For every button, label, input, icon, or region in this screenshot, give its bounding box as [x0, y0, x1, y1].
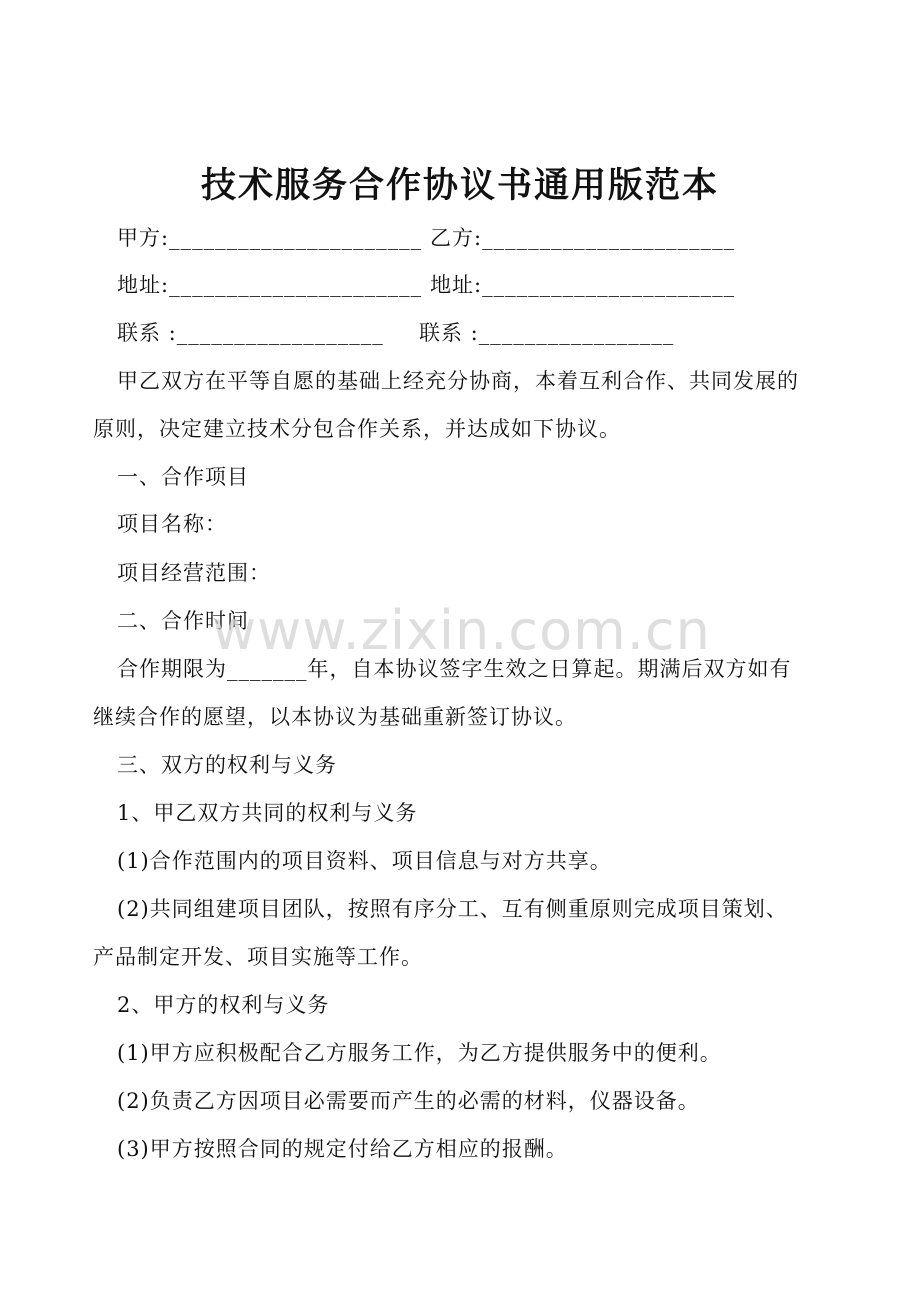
subsection-2-heading: 2、甲方的权利与义务 [117, 993, 330, 1017]
document-title: 技术服务合作协议书通用版范本 [200, 165, 719, 206]
party-a-item-3: (3)甲方按照合同的规定付给乙方相应的报酬。 [117, 1137, 568, 1161]
project-scope-field: 项目经营范围： [117, 561, 271, 585]
party-a-contact: 联系 :__________________ [117, 321, 384, 345]
shared-item-1: (1)合作范围内的项目资料、项目信息与对方共享。 [117, 849, 612, 873]
shared-item-2-line-1: (2)共同组建项目团队，按照有序分工、互有侧重原则完成项目策划、 [117, 897, 788, 921]
party-b-contact: 联系 :_________________ [419, 321, 675, 345]
section-1-heading: 一、合作项目 [117, 465, 249, 489]
shared-item-2-line-2: 产品制定开发、项目实施等工作。 [93, 945, 423, 969]
party-a-item-2: (2)负责乙方因项目必需要而产生的必需的材料，仪器设备。 [117, 1089, 700, 1113]
section-3-heading: 三、双方的权利与义务 [117, 753, 337, 777]
term-paragraph-line-2: 继续合作的愿望，以本协议为基础重新签订协议。 [93, 705, 577, 729]
term-paragraph-line-1: 合作期限为_______年，自本协议签字生效之日算起。期满后双方如有 [117, 657, 792, 681]
section-2-heading: 二、合作时间 [117, 609, 249, 633]
site-watermark: www.zixin.com.cn [212, 599, 711, 662]
intro-paragraph-line-2: 原则，决定建立技术分包合作关系，并达成如下协议。 [93, 417, 621, 441]
party-a-item-1: (1)甲方应积极配合乙方服务工作，为乙方提供服务中的便利。 [117, 1041, 722, 1065]
party-b-address: 地址:______________________ [430, 273, 736, 297]
intro-paragraph-line-1: 甲乙双方在平等自愿的基础上经充分协商，本着互利合作、共同发展的 [117, 369, 799, 393]
party-a-address: 地址:______________________ [117, 273, 423, 297]
party-b-label: 乙方:______________________ [430, 226, 736, 250]
subsection-1-heading: 1、甲乙双方共同的权利与义务 [117, 801, 418, 825]
party-a-label: 甲方:______________________ [117, 226, 423, 250]
project-name-field: 项目名称： [117, 512, 227, 536]
